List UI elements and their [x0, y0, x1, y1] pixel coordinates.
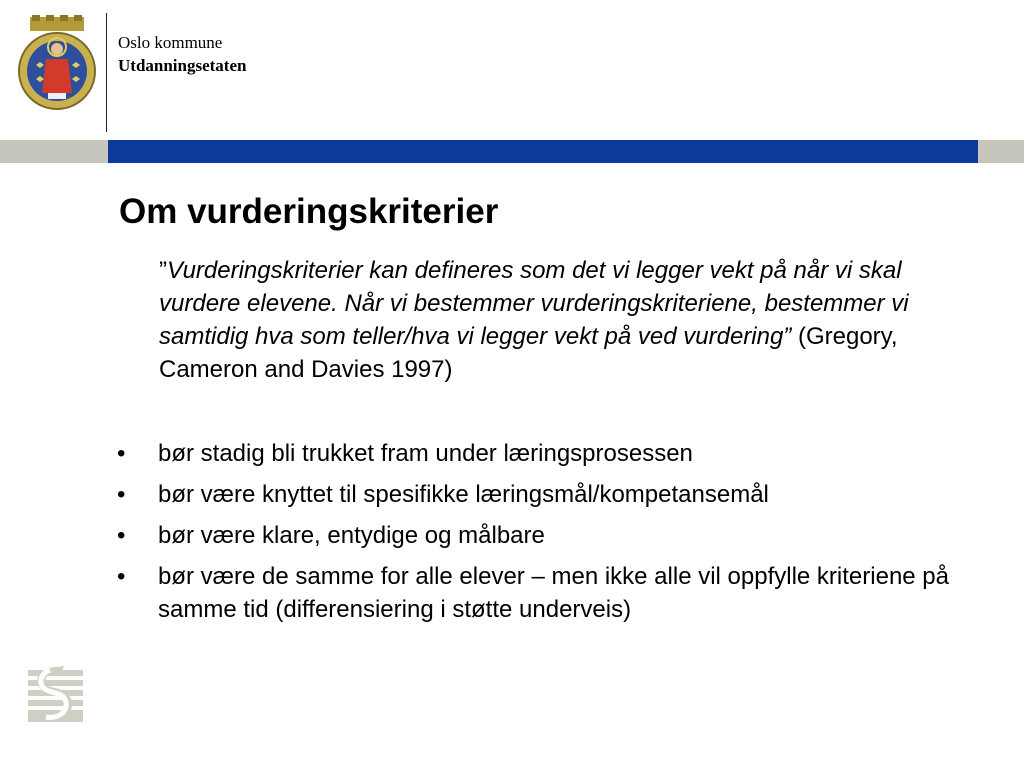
org-name: Oslo kommune	[118, 33, 223, 52]
list-item-text: bør være klare, entydige og målbare	[158, 522, 545, 549]
definition-quote	[159, 254, 979, 386]
bullet-symbol: •	[117, 522, 126, 549]
list-item	[117, 478, 977, 511]
header-divider	[106, 13, 107, 132]
list-item	[117, 519, 977, 552]
quote-open-mark: ”	[159, 257, 167, 284]
list-item	[117, 560, 977, 626]
bullet-symbol: •	[117, 440, 126, 467]
list-item-text: bør stadig bli trukket fram under læringsprosessen	[158, 440, 693, 467]
slide-title: Om vurderingskriterier	[119, 192, 499, 231]
criteria-list	[117, 437, 977, 634]
header-band-blue	[108, 140, 978, 163]
bullet-symbol: •	[117, 481, 126, 508]
oslo-coat-of-arms-icon	[18, 15, 96, 113]
list-item	[117, 437, 977, 470]
org-department: Utdanningsetaten	[118, 56, 247, 75]
quote-text: Vurderingskriterier kan defineres som det vi legger vekt på når vi skal vurdere elevene. Når vi bestemmer vurderingskriteriene, bestemmer vi samtidig hva som teller/hva vi legger vekt på ved vurdering”	[159, 257, 909, 350]
list-item-text: bør være knyttet til spesifikke læringsmål/kompetansemål	[158, 481, 769, 508]
list-item-text: bør være de samme for alle elever – men ikke alle vil oppfylle kriteriene på samme tid (differensiering i støtte underveis)	[158, 563, 950, 623]
organization-name	[118, 31, 246, 77]
bullet-symbol: •	[117, 563, 126, 590]
oslo-symbol-icon	[28, 662, 83, 722]
quote-citation: (Gregory, Cameron and Davies 1997)	[159, 323, 898, 383]
